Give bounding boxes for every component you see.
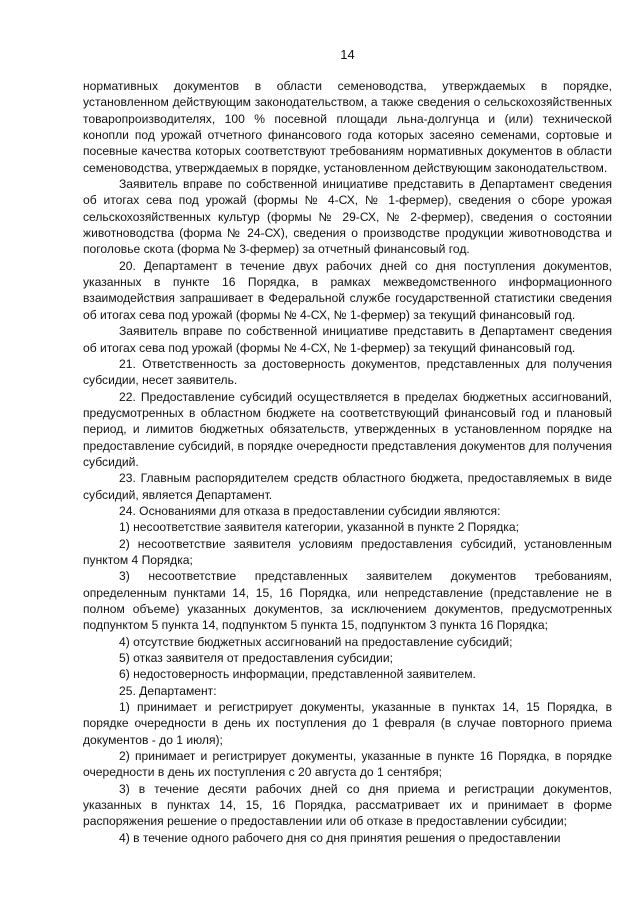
list-item: 6) недостоверность информации, представленной заявителем. — [119, 667, 476, 682]
list-item: 2) несоответствие заявителя условиям предоставления субсидий, установленным пунктом 4 Порядка; — [83, 536, 612, 567]
paragraph: 23. Главным распорядителем средств областного бюджета, предоставляемых в виде субсидий, является Департамент. — [83, 471, 612, 502]
paragraph: 21. Ответственность за достоверность документов, представленных для получения субсидии, несет заявитель. — [83, 356, 612, 388]
paragraph: 22. Предоставление субсидий осуществляется в пределах бюджетных ассигнований, предусмотренных в областном бюджете на соответствующий финансовый год и плановый период, и лимитов бюджетных обязательств, утвержденных в установленном порядке на предоставление субсидий, в порядке очередности представления документов для получения субсидий. — [83, 389, 612, 469]
paragraph: Заявитель вправе по собственной инициативе представить в Департамент сведения об итогах сева под урожай (формы № 4-СХ, № 1-фермер) за текущий финансовый год. — [83, 324, 612, 355]
list-item: 3) несоответствие представленных заявителем документов требованиям, определенным пунктами 14, 15, 16 Порядка, или непредставление (представление не в полном объеме) указанных документов, за исключением документов, предусмотренных подпунктом 5 пункта 14, подпунктом 5 пункта 15, подпунктом 3 пункта 16 Порядка; — [83, 569, 612, 633]
paragraph: 25. Департамент: — [119, 683, 217, 698]
paragraph: 20. Департамент в течение двух рабочих дней со дня поступления документов, указанных в пункте 16 Порядка, в рамках межведомственного информационного взаимодействия запрашивает в Федеральной службе государственной статистики сведения об итогах сева под урожай (формы № 4-СХ, № 1-фермер) за текущий финансовый год. — [83, 258, 612, 322]
paragraph: нормативных документов в области семеноводства, утверждаемых в порядке, установленном действующим законодательством, а также сведения о сельскохозяйственных товаропроизводителях, 100 % посевной площади льна-долгунца и (или) технической конопли под урожай отчетного финансового года которых засеяно семенами, сортовые и посевные качества которых соответствуют требованиям нормативных документов в области семеноводства, утверждаемых в порядке, установленном действующим законодательством. — [83, 79, 612, 175]
list-item: 4) отсутствие бюджетных ассигнований на предоставление субсидий; — [119, 634, 513, 649]
paragraph: 24. Основаниями для отказа в предоставлении субсидии являются: — [119, 503, 501, 518]
list-item: 5) отказ заявителя от предоставления субсидии; — [119, 651, 393, 666]
list-item: 1) принимает и регистрирует документы, указанные в пунктах 14, 15 Порядка, в порядке очередности в день их поступления до 1 февраля (в случае повторного приема документов - до 1 июля); — [83, 700, 612, 747]
list-item: 4) в течение одного рабочего дня со дня принятия решения о предоставлении — [119, 830, 561, 845]
list-item: 3) в течение десяти рабочих дней со дня приема и регистрации документов, указанных в пунктах 14, 15, 16 Порядка, рассматривает их и принимает в форме распоряжения решение о предоставлении или об отказе в предоставлении субсидии; — [83, 781, 612, 829]
list-item: 2) принимает и регистрирует документы, указанные в пункте 16 Порядка, в порядке очередности в день их поступления с 20 августа до 1 сентября; — [83, 749, 612, 780]
paragraph: Заявитель вправе по собственной инициативе представить в Департамент сведения об итогах сева под урожай (формы № 4-СХ, № 1-фермер), сведения о сборе урожая сельскохозяйственных культур (формы № 29-СХ, № 2-фермер), сведения о состоянии животноводства (форма № 24-СХ), сведения о производстве продукции животноводства и поголовье скота (форма № 3-фермер) за отчетный финансовый год. — [83, 177, 612, 257]
list-item: 1) несоответствие заявителя категории, указанной в пункте 2 Порядка; — [119, 520, 519, 535]
document-body — [83, 78, 612, 846]
page-number: 14 — [340, 47, 355, 62]
